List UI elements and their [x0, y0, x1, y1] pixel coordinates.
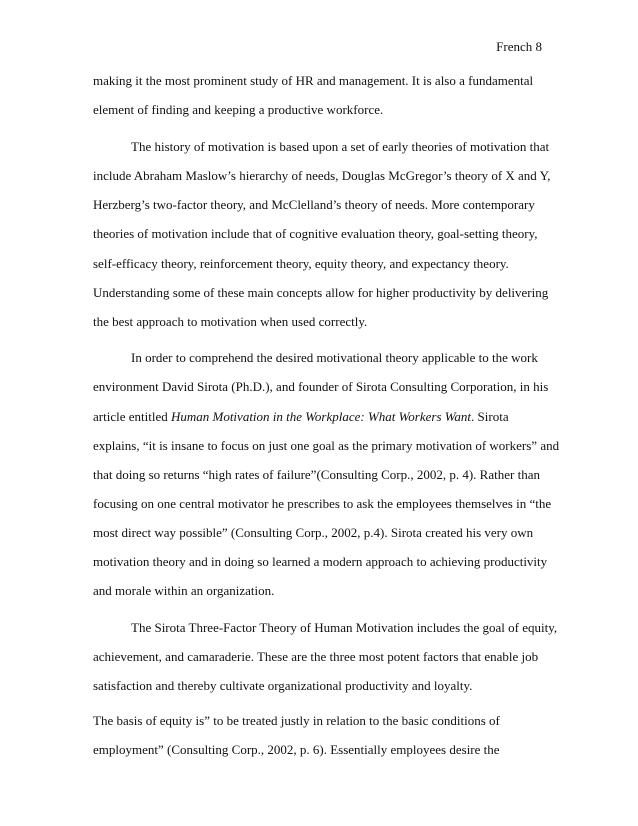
text-line: The basis of equity is” to be treated justly in relation to the basic conditions of: [93, 713, 500, 728]
text-line: In order to comprehend the desired motivational theory applicable to the work: [131, 350, 538, 365]
text-line: satisfaction and thereby cultivate organizational productivity and loyalty.: [93, 678, 473, 693]
text-line: include Abraham Maslow’s hierarchy of needs, Douglas McGregor’s theory of X and Y,: [93, 168, 551, 183]
text-segment: article entitled: [93, 409, 168, 424]
text-line: theories of motivation include that of cognitive evaluation theory, goal-setting theory,: [93, 226, 538, 241]
text-line: employment” (Consulting Corp., 2002, p. 6). Essentially employees desire the: [93, 742, 500, 757]
text-line: the best approach to motivation when used correctly.: [93, 314, 368, 329]
text-line: motivation theory and in doing so learned a modern approach to achieving productivity: [93, 554, 548, 569]
text-line: Understanding some of these main concepts allow for higher productivity by delivering: [93, 285, 549, 300]
text-line: The history of motivation is based upon a set of early theories of motivation that: [131, 139, 550, 154]
running-head: French 8: [496, 39, 542, 54]
text-line: that doing so returns “high rates of failure”(Consulting Corp., 2002, p. 4). Rather than: [93, 467, 540, 482]
text-line: environment David Sirota (Ph.D.), and founder of Sirota Consulting Corporation, in his: [93, 379, 549, 394]
text-line: [93, 409, 509, 425]
text-line: most direct way possible” (Consulting Corp., 2002, p.4). Sirota created his very own: [93, 525, 534, 540]
article-title: Human Motivation in the Workplace: What Workers Want: [170, 409, 472, 424]
text-line: and morale within an organization.: [93, 583, 275, 598]
text-line: The Sirota Three-Factor Theory of Human Motivation includes the goal of equity,: [131, 620, 558, 635]
text-line: focusing on one central motivator he prescribes to ask the employees themselves in “the: [93, 496, 552, 511]
text-line: making it the most prominent study of HR and management. It is also a fundamental: [93, 73, 534, 88]
text-line: element of finding and keeping a productive workforce.: [93, 102, 384, 117]
text-segment: . Sirota: [471, 409, 509, 424]
text-line: achievement, and camaraderie. These are the three most potent factors that enable job: [93, 649, 539, 664]
text-line: explains, “it is insane to focus on just one goal as the primary motivation of workers” and: [93, 438, 560, 453]
text-line: Herzberg’s two-factor theory, and McClelland’s theory of needs. More contemporary: [93, 197, 535, 212]
text-line: self-efficacy theory, reinforcement theory, equity theory, and expectancy theory.: [93, 256, 509, 271]
